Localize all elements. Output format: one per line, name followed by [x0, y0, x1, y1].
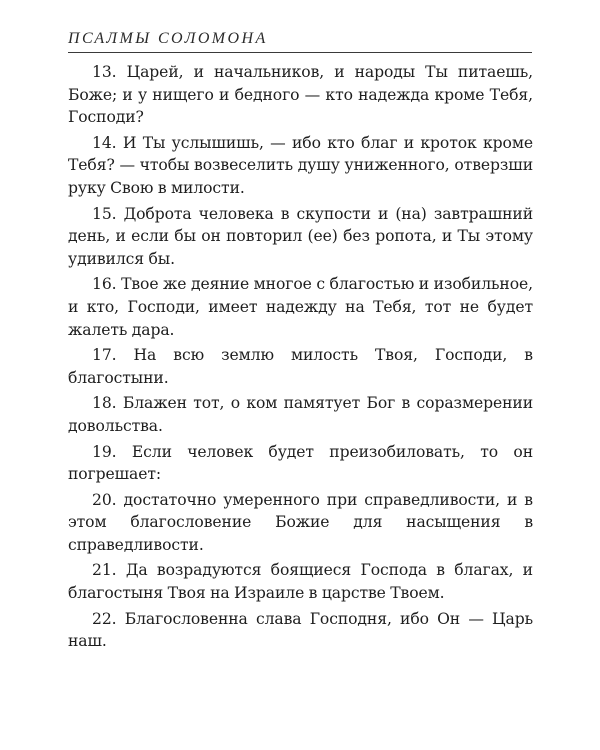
verse-15: [68, 203, 533, 271]
verse-number: 18.: [92, 394, 117, 413]
verse-text: Блажен тот, о ком памятует Бог в соразмерении довольства.: [68, 394, 533, 435]
verse-number: 22.: [92, 609, 117, 628]
verse-text: достаточно умеренного при справедливости, и в этом благословение Божие для насыщения в справедливости.: [68, 490, 533, 554]
verse-16: [68, 273, 533, 341]
verse-20: [68, 489, 533, 557]
verse-19: [68, 441, 533, 486]
header-rule: [68, 52, 532, 53]
verse-17: [68, 344, 533, 389]
verse-text: Да возрадуются боящиеся Господа в благах, и благостыня Твоя на Израиле в царстве Твоем.: [68, 561, 533, 603]
verse-list: [68, 61, 533, 656]
verse-text: И Ты услышишь, — ибо кто благ и кроток кроме Тебя? — чтобы возвеселить душу униженного, отверзши руку Свою в милости.: [68, 133, 533, 197]
verse-text: На всю землю милость Твоя, Господи, в благостыни.: [68, 346, 533, 387]
verse-21: [68, 559, 533, 604]
verse-13: [68, 61, 533, 129]
verse-text: Доброта человека в скупости и (на) завтрашний день, и если бы он повторил (ее) без ропота, и Ты этому удивился бы.: [68, 204, 533, 268]
running-header: ПСАЛМЫ СОЛОМОНА: [68, 30, 268, 47]
verse-number: 19.: [92, 442, 117, 461]
verse-18: [68, 392, 533, 437]
verse-text: Твое же деяние многое с благостью и изобильное, и кто, Господи, имеет надежду на Тебя, тот не будет жалеть дара.: [68, 275, 533, 339]
verse-number: 15.: [92, 204, 117, 223]
verse-text: Благословенна слава Господня, ибо Он — Царь наш.: [68, 609, 533, 651]
verse-text: Если человек будет преизобиловать, то он погрешает:: [68, 442, 533, 484]
verse-number: 20.: [92, 490, 117, 509]
verse-number: 17.: [92, 346, 117, 365]
verse-number: 13.: [92, 63, 117, 81]
verse-number: 21.: [92, 561, 117, 580]
verse-number: 16.: [92, 275, 117, 294]
verse-number: 14.: [92, 133, 117, 152]
verse-14: [68, 132, 533, 200]
verse-22: [68, 608, 533, 653]
verse-text: Царей, и начальников, и народы Ты питаешь, Боже; и у нищего и бедного — кто надежда кроме Тебя, Господи?: [68, 63, 533, 127]
